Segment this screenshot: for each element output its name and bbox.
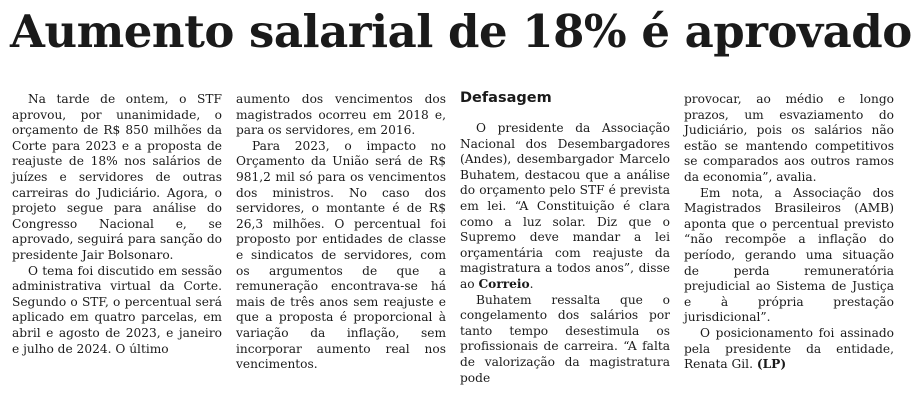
headline: Aumento salarial de 18% é aprovado	[10, 5, 912, 58]
article-body	[12, 92, 908, 402]
paragraph-end: .	[529, 276, 534, 291]
column-4	[684, 92, 894, 373]
newspaper-name: Correio	[478, 276, 530, 291]
paragraph: Para 2023, o impacto no Orçamento da União será de R$ 981,2 mil só para os vencimentos dos ministros. No caso dos servidores, o montante é de R$ 26,3 milhões. O percentual foi proposto por entidades de classe e sindicatos de servidores, com os argumentos de que a remuneração encontrava-se há mais de três anos sem reajuste e que a proposta é proporcional à variação da inflação, sem incorporar aumento real nos vencimentos.	[236, 138, 446, 372]
column-1	[12, 92, 222, 357]
column-2	[236, 92, 446, 373]
paragraph-text: O presidente da Associação Nacional dos Desembargadores (Andes), desembargador Marcelo Buhatem, destacou que a análise do orçamento pelo STF é prevista em lei. “A Constituição é clara como a luz solar. Diz que o Supremo deve mandar a lei orçamentária com reajuste da magistratura a todos anos”, disse ao	[460, 121, 670, 291]
paragraph: O tema foi discutido em sessão administrativa virtual da Corte. Segundo o STF, o percentual será aplicado em quatro parcelas, em abril e agosto de 2023, e janeiro e julho de 2024. O último	[12, 263, 222, 356]
paragraph	[460, 121, 670, 293]
paragraph-text: O posicionamento foi assinado pela presidente da entidade, Renata Gil.	[684, 325, 894, 372]
paragraph: Buhatem ressalta que o congelamento dos salários por tanto tempo desestimula os profissionais de carreira. “A falta de valorização da magistratura pode	[460, 292, 670, 385]
column-3	[460, 92, 670, 386]
paragraph	[684, 326, 894, 373]
author-initials: (LP)	[756, 357, 787, 372]
subheading: Defasagem	[460, 90, 552, 106]
paragraph: provocar, ao médio e longo prazos, um esvaziamento do Judiciário, pois os salários não estão se mantendo competitivos se comparados aos outros ramos da economia”, avalia.	[684, 92, 894, 184]
paragraph: Em nota, a Associação dos Magistrados Brasileiros (AMB) aponta que o percentual previsto “não recompõe a inflação do período, gerando uma situação de perda remuneratória prejudicial ao Sistema de Justiça e à própria prestação jurisdicional”.	[684, 185, 894, 325]
paragraph: aumento dos vencimentos dos magistrados ocorreu em 2018 e, para os servidores, em 2016.	[236, 92, 446, 138]
paragraph: Na tarde de ontem, o STF aprovou, por unanimidade, o orçamento de R$ 850 milhões da Corte para 2023 e a proposta de reajuste de 18% nos salários de juízes e servidores de outras carreiras do Judiciário. Agora, o projeto segue para análise do Congresso Nacional e, se aprovado, seguirá para sanção do presidente Jair Bolsonaro.	[12, 92, 222, 262]
